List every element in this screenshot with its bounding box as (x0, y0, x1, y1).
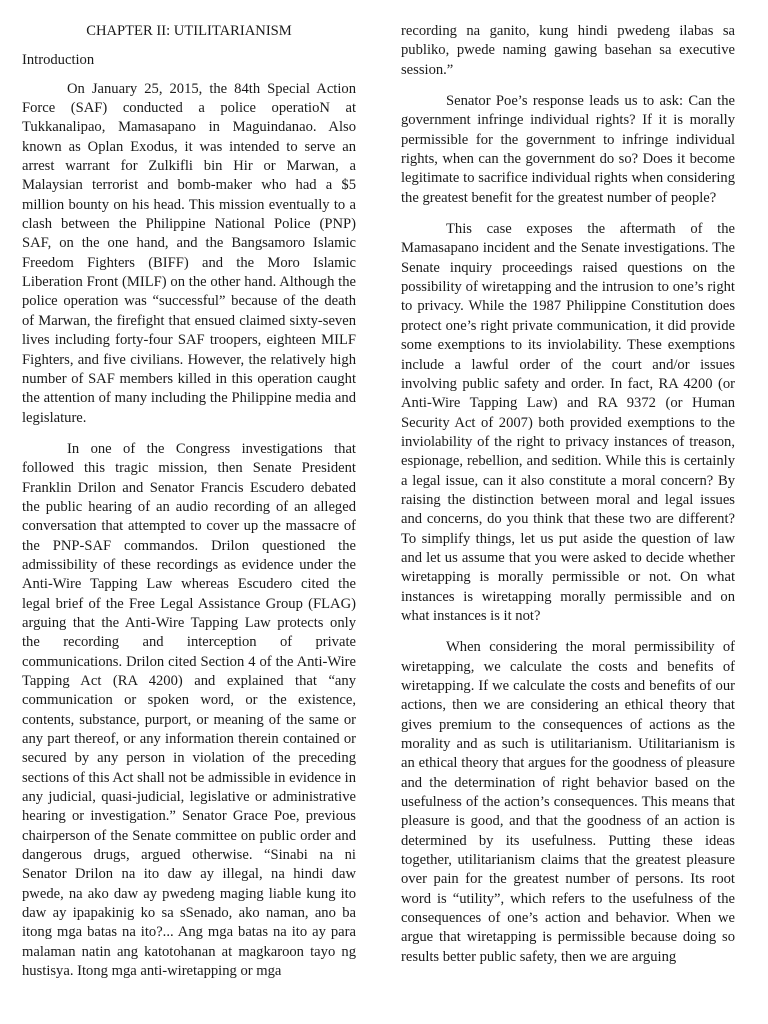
paragraph-poe-response: Senator Poe’s response leads us to ask: Can the government infringe individual rights? If it is morally permissible for the government to infringe individual rights, when can the government do so? Does it become legitimate to sacrifice individual rights when considering the greatest benefit for the greatest number of people? (401, 93, 735, 206)
paragraph-congress-investigation: In one of the Congress investigations that followed this tragic mission, then Senate President Franklin Drilon and Senator Francis Escudero debated the public hearing of an audio recording of an alleged conversation that attempted to cover up the massacre of the PNP-SAF commandos. Drilon questioned the admissibility of these recordings as evidence under the Anti-Wire Tapping Law whereas Escudero cited the legal brief of the Free Legal Assistance Group (FLAG) arguing that the Anti-Wire Tapping Law protects only the recording and interception of private communications. Drilon cited Section 4 of the Anti-Wire Tapping Act (RA 4200) and explained that “any communication or spoken word, or the existence, contents, substance, purport, or meaning of the same or any part thereof, or any information therein contained or secured by any person in violation of the preceding sections of this Act shall not be admissible in evidence in any judicial, quasi-judicial, legislative or administrative hearing or investigation.” Senator Grace Poe, previous chairperson of the Senate committee on public order and dangerous drugs, argued otherwise. “Sinabi na ni Senator Drilon na ito daw ay illegal, na hindi daw pwede, na ako daw ay pwedeng maging liable kung ito daw ay ipapakinig ko sa sSenado, ako naman, ano ba itong mga batas na ito?... Ang mga batas na ito ay para malaman natin ang katotohanan at magkaroon tayo ng hustisya. Itong mga anti-wiretapping or mga (22, 440, 356, 980)
chapter-title: CHAPTER II: UTILITARIANISM (86, 23, 292, 39)
paragraph-intro: On January 25, 2015, the 84th Special Action Force (SAF) conducted a police operatioN at Tukkanalipao, Mamasapano in Maguindanao. Also known as Oplan Exodus, it was intended to serve an arrest warrant for Zulkifli bin Hir or Marwan, a Malaysian terrorist and bomb-maker who had a $5 million bounty on his head. This mission eventually to a clash between the Philippine National Police (PNP) SAF, on the one hand, and the Bangsamoro Islamic Freedom Fighters (BIFF) and the Moro Islamic Liberation Front (MILF) on the other hand. Although the police operation was “successful” because of the death of Marwan, the firefight that ensued claimed sixty-seven lives including forty-four SAF troopers, eighteen MILF Fighters, and five civilians. However, the relatively high number of SAF members killed in this operation caught the attention of many including the Philippine media and legislature. (22, 80, 356, 426)
left-column (22, 22, 356, 994)
section-heading: Introduction (22, 52, 95, 69)
paragraph-moral-permissibility: When considering the moral permissibility of wiretapping, we calculate the costs and benefits of wiretapping. If we calculate the costs and benefits of our actions, then we are considering an ethical theory that gives premium to the consequences of actions as the morality and as such is utilitarianism. Utilitarianism is an ethical theory that argues for the goodness of pleasure and the determination of right behavior based on the usefulness of the action’s consequences. This means that pleasure is good, and that the goodness of an action is determined by its usefulness. Putting these ideas together, utilitarianism claims that the greatest pleasure over pain for the greatest number of persons. Its root word is “utility”, which refers to the usefulness of the consequences of one’s action and behavior. When we argue that wiretapping is permissible because doing so results better public safety, then we are arguing (401, 639, 735, 965)
right-column (401, 22, 735, 979)
paragraph-case-aftermath: This case exposes the aftermath of the Mamasapano incident and the Senate investigations. The Senate inquiry proceedings raised questions on the possibility of wiretapping and the intrusion to one’s right to privacy. While the 1987 Philippine Constitution does protect one’s right private communication, it did provide some exemptions to its inviolability. These exemptions include a lawful order of the court and/or issues involving public safety and order. In fact, RA 4200 (or Anti-Wire Tapping Law) and RA 9372 (or Human Security Act of 2007) both provided exemptions to the inviolability of the right to privacy instances of treason, espionage, rebellion, and sedition. While this is certainly a legal issue, can it also constitute a moral concern? By raising the distinction between moral and legal issues and concerns, do you think that these two are different? To simplify things, let us put aside the question of law and let us assume that you were asked to decide whether wiretapping is morally permissible or not. On what instances is wiretapping morally permissible and on what instances is it not? (401, 221, 735, 624)
paragraph-continuation: recording na ganito, kung hindi pwedeng ilabas sa publiko, pwede naming gawing basehan sa executive session.” (401, 23, 735, 78)
